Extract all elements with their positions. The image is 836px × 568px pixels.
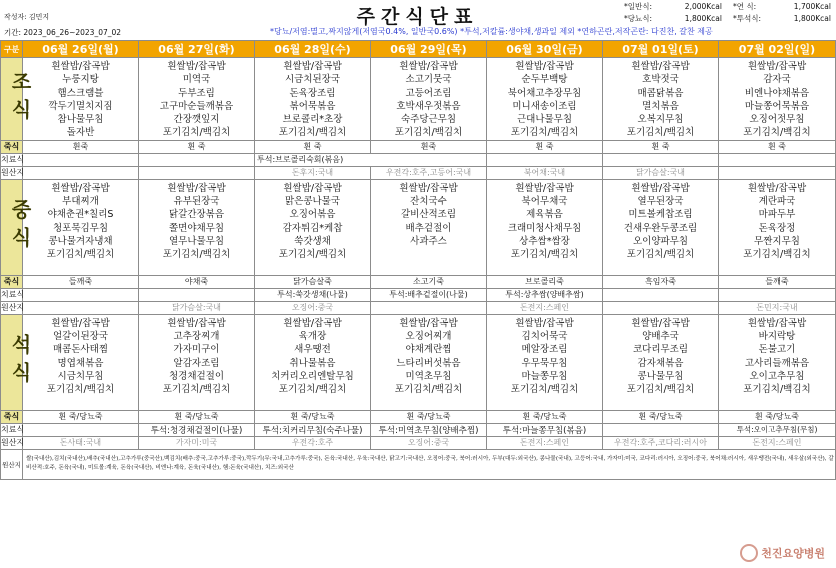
menu-item: 흰쌀밥/잡곡밥 [283,61,342,72]
menu-item: 포기김치/백김치 [510,127,579,139]
day-menu-cell [23,58,139,141]
menu-item: 소고기뭇국 [405,74,452,86]
origin-full-text: 쌀(국내산),김치(국내산),배추(국내산),고추가루(중국산),백김치(배추:중국,고추가루:중국),깍두기(무:국내,고추가루:중국), 돈육:국내산, 우육:국내산, 닭고기:국내산, 오징어:중국, 북어:러시아, 두부(대두:외국산), 콩나물(국내), 고등어:국내, 가자미:미국, 코다리:러시아, 오징어:중국, 북어채:러시아, 새우땡전(국내), 새우살(외국산), 갈비산적:호주, 돈육(국내), 미트볼:계육, 돈육(국내산), 비엔나:계육, 돈육(국내산), 햄:돈육(국내산), 치즈:외국산 [23,449,836,479]
menu-item: 흰쌀밥/잡곡밥 [631,182,690,194]
origin-item: 돈사태:국내 [23,436,139,449]
menu-item: 흰쌀밥/잡곡밥 [747,182,807,194]
chiryo-label: 치료식 [1,290,25,300]
day-header: 06월 29일(목) [371,41,487,58]
menu-item: 포기김치/백김치 [162,384,231,396]
hospital-logo-icon [740,544,758,562]
menu-item: 흰쌀밥/잡곡밥 [631,317,690,329]
juk-item: 야채죽 [139,275,255,288]
origin-item: 우전각:호주,코다리:러시아 [603,436,719,449]
juk-label: 죽식 [1,410,23,423]
origin-label: 원산지 [1,438,25,448]
menu-item: 북어채고추장무침 [507,87,582,99]
menu-item: 오이고추무침 [749,370,805,382]
chiryo-item: 투석:배추겉절이(나물) [371,288,487,301]
menu-item: 돈육장정 [758,222,796,234]
menu-item: 브로콜리*초장 [282,114,343,126]
day-header: 06월 26일(월) [23,41,139,58]
menu-item: 돈불고기 [758,344,796,356]
menu-item: 부대찌개 [62,196,99,208]
day-menu-cell [255,179,371,275]
menu-item: 포기김치/백김치 [394,127,463,139]
menu-item: 제육볶음 [526,209,563,221]
page-title: 주간식단표 [356,6,479,28]
origin-item: 돈전지:스페인 [487,301,603,314]
juk-item: 흰 죽/당뇨죽 [371,410,487,423]
menu-item: 돌자반 [66,127,95,139]
menu-item: 취나물볶음 [289,357,336,369]
breakfast-juk-row [1,140,836,153]
menu-item: 새우땡전 [294,344,331,356]
day-menu-cell [719,179,836,275]
juk-item: 흰죽 [23,140,139,153]
menu-item: 포기김치/백김치 [278,127,347,139]
menu-item: 우무묵무침 [521,357,568,369]
menu-item: 흰쌀밥/잡곡밥 [515,61,574,72]
calorie-value: 1,700Kcal [793,2,831,11]
breakfast-origin-row [1,166,836,179]
menu-item: 청경채겉절이 [168,370,225,382]
origin-item [371,301,487,314]
menu-item: 숙주당근무침 [400,114,457,126]
day-header: 07월 02일(일) [719,41,836,58]
day-header: 07월 01일(토) [603,41,719,58]
juk-item: 흰 죽 [139,140,255,153]
juk-item: 흰 죽/당뇨죽 [487,410,603,423]
dinner-label: 석식 [1,314,23,410]
lunch-label: 중식 [1,179,23,275]
menu-item: 미트볼케찹조림 [628,209,693,221]
menu-item: 흰쌀밥/잡곡밥 [51,61,110,72]
juk-item: 들깨죽 [23,275,139,288]
menu-item: 흰쌀밥/잡곡밥 [515,182,574,194]
juk-item: 흰 죽/당뇨죽 [255,410,371,423]
origin-label: 원산지 [1,168,25,178]
menu-item: 포기김치/백김치 [162,127,231,139]
juk-item: 들깨죽 [719,275,836,288]
juk-label: 죽식 [1,275,23,288]
menu-item: 흰쌀밥/잡곡밥 [399,317,458,329]
chiryo-label: 치료식 [1,425,25,435]
calorie-box-left [624,1,722,24]
menu-item: 무짠지무침 [754,235,800,247]
menu-item: 느타리버섯볶음 [396,357,461,369]
menu-item: 흰쌀밥/잡곡밥 [399,182,458,194]
juk-item: 브로콜리죽 [487,275,603,288]
menu-item: 포기김치/백김치 [510,249,579,261]
menu-item: 참나물무침 [57,114,104,126]
day-menu-cell [23,179,139,275]
menu-item: 흰쌀밥/잡곡밥 [167,61,226,72]
menu-item: 흰쌀밥/잡곡밥 [515,317,574,329]
juk-label: 죽식 [1,140,23,153]
menu-item: 청포묵김무침 [52,222,109,234]
menu-item: 매콤닭볶음 [637,87,684,99]
menu-item: 근대나물무침 [516,114,573,126]
chiryo-item: 투석:오이고추무침(무침) [719,423,836,436]
menu-item: 마늘쫑무침 [521,370,568,382]
day-menu-cell [139,314,255,410]
menu-item: 배추겉절이 [405,222,452,234]
juk-item: 소고기죽 [371,275,487,288]
origin-item: 닭가슴살:국내 [139,301,255,314]
origin-item: 돈전지:스페인 [487,436,603,449]
menu-item: 흰쌀밥/잡곡밥 [167,317,226,329]
juk-item: 흑임자죽 [603,275,719,288]
menu-item: 오복지무침 [637,114,684,126]
dinner-menu-row [1,314,836,410]
origin-item: 가자미:미국 [139,436,255,449]
day-menu-cell [255,314,371,410]
menu-item: 바지락탕 [758,331,796,343]
menu-item: 흰쌀밥/잡곡밥 [167,182,226,194]
menu-item: 포기김치/백김치 [743,384,811,396]
juk-item: 흰 죽/당뇨죽 [603,410,719,423]
juk-item: 닭가슴살죽 [255,275,371,288]
menu-item: 포기김치/백김치 [626,384,695,396]
origin-item: 우전각:호주 [255,436,371,449]
menu-item: 시금치무침 [57,370,104,382]
menu-item: 알감자조림 [173,357,220,369]
menu-item: 누룽지탕 [62,74,99,86]
lunch-chiryo-row [1,288,836,301]
lunch-menu-row [1,179,836,275]
day-menu-cell [255,58,371,141]
menu-item: 포기김치/백김치 [278,249,347,261]
menu-item: 콩나물무침 [637,370,684,382]
menu-item: 깍두기멸치지짐 [48,100,113,112]
calorie-label: *투석식: [733,13,762,23]
breakfast-label: 조식 [1,58,23,141]
menu-item: 고추장찌개 [173,331,220,343]
menu-item: 열무나물무침 [168,235,225,247]
lunch-juk-row [1,275,836,288]
menu-item: 육개장 [298,331,327,343]
origin-label: 원산지 [1,303,25,313]
day-menu-cell [603,58,719,141]
menu-item: 명엽채볶음 [57,357,104,369]
day-menu-cell [487,179,603,275]
origin-item: 돈후지:국내 [255,166,371,179]
chiryo-item: 투석:마늘쫑무침(볶음) [487,423,603,436]
calorie-label: *연 식: [733,2,757,11]
menu-item: 비엔나야채볶음 [744,87,810,99]
menu-item: 계란파국 [758,196,796,208]
menu-item: 흰쌀밥/잡곡밥 [747,317,807,329]
menu-item: 김치어묵국 [521,331,568,343]
menu-item: 상추쌈*쌈장 [519,235,570,247]
juk-item: 흰 죽 [719,140,836,153]
chiryo-item: 투석:브로콜리숙회(볶음) [255,153,487,166]
menu-item: 마늘쫑어묵볶음 [744,100,810,112]
origin-item: 북어채:국내 [487,166,603,179]
menu-item: 고등어조림 [405,87,452,99]
day-menu-cell [139,179,255,275]
menu-item: 흰쌀밥/잡곡밥 [283,317,342,329]
hospital-logo-text: 천진요양병원 [761,547,825,560]
menu-item: 볶어묵볶음 [289,100,336,112]
juk-item: 흰 죽/당뇨죽 [139,410,255,423]
header-row [1,41,836,58]
menu-item: 포기김치/백김치 [743,249,811,261]
calorie-value: 2,000Kcal [684,2,722,11]
menu-item: 치커리오리엔탈무침 [271,370,354,382]
menu-item: 고사리들깨볶음 [744,357,810,369]
menu-item: 열무된장국 [637,196,684,208]
day-menu-cell [371,179,487,275]
menu-item: 포기김치/백김치 [626,127,695,139]
menu-item: 야채계란찜 [405,344,452,356]
period-label: 기간: 2023_06_26~2023_07_02 [4,28,122,37]
menu-item: 오이양파무침 [632,235,689,247]
chiryo-item: 투석:쑥갓생채(나물) [255,288,371,301]
menu-item: 양배추국 [642,331,679,343]
chiryo-item: 투석:치커리무침(숙주나물) [255,423,371,436]
chiryo-item: 투석:상추쌈(양배추쌈) [487,288,603,301]
origin-full-row [1,449,836,479]
breakfast-chiryo-row [1,153,836,166]
menu-item: 흰쌀밥/잡곡밥 [631,61,690,72]
menu-item: 사과주스 [410,235,447,247]
menu-item: 유부된장국 [173,196,220,208]
breakfast-menu-row [1,58,836,141]
calorie-label: *일반식: [624,2,653,11]
menu-item: 흰쌀밥/잡곡밥 [283,182,342,194]
writer-label: 작성자: 김민지 [4,13,50,21]
chiryo-label: 치료식 [1,155,25,165]
menu-item: 쑥갓생채 [294,235,331,247]
chiryo-item: 투석:청경채겉절이(나물) [139,423,255,436]
origin-item: 돈전지:스페인 [719,436,836,449]
origin-item: 오징어:중국 [371,436,487,449]
origin-item: 닭가슴살:국내 [603,166,719,179]
day-menu-cell [719,314,836,410]
menu-item: 가자미구이 [173,344,220,356]
origin-item: 오징어:중국 [255,301,371,314]
menu-table [0,40,836,480]
menu-item: 시금치된장국 [284,74,341,86]
juk-item: 흰 죽 [603,140,719,153]
day-menu-cell [719,58,836,141]
menu-item: 콩나물겨자냉채 [48,235,113,247]
origin-label: 원산지 [1,449,23,479]
menu-item: 햄스크램블 [57,87,104,99]
calorie-value: 1,800Kcal [793,13,831,23]
menu-item: 갈비산적조림 [400,209,457,221]
menu-item: 얼갈이된장국 [52,331,109,343]
menu-item: 멸치볶음 [642,100,679,112]
menu-item: 감자채볶음 [637,357,684,369]
menu-item: 미역국 [182,74,211,86]
origin-item [23,301,139,314]
menu-item: 포기김치/백김치 [162,249,231,261]
calorie-value: 1,800Kcal [684,13,722,23]
menu-item: 오징어찌개 [405,331,452,343]
menu-item: 야채춘권*칠리S [47,209,114,221]
dinner-origin-row [1,436,836,449]
gubun-header: 구분 [1,41,23,58]
menu-item: 매콤돈사태찜 [52,344,109,356]
menu-item: 호박새우젓볶음 [396,100,461,112]
menu-item: 흰쌀밥/잡곡밥 [399,61,458,72]
lunch-origin-row [1,301,836,314]
menu-item: 오징어젓무침 [749,114,805,126]
calorie-label: *당뇨식: [624,13,653,23]
menu-item: 호박젓국 [642,74,679,86]
menu-item: 크래미청사채무침 [507,222,582,234]
chiryo-item: 투석:미역초무침(양배추찜) [371,423,487,436]
menu-item: 감자국 [763,74,791,86]
menu-item: 포기김치/백김치 [626,249,695,261]
menu-item: 오징어볶음 [289,209,336,221]
menu-item: 고구마순들깨볶음 [159,100,234,112]
menu-item: 포기김치/백김치 [510,384,579,396]
menu-item: 포기김치/백김치 [46,384,115,396]
juk-item: 흰 죽/당뇨죽 [23,410,139,423]
day-menu-cell [487,314,603,410]
day-header: 06월 30일(금) [487,41,603,58]
hospital-logo [740,544,825,562]
dinner-juk-row [1,410,836,423]
menu-item: 메알장조림 [521,344,568,356]
day-menu-cell [603,314,719,410]
menu-item: 포기김치/백김치 [278,384,347,396]
menu-item: 마파두부 [758,209,796,221]
origin-item [23,166,139,179]
day-menu-cell [139,58,255,141]
day-header: 06월 27일(화) [139,41,255,58]
juk-item: 흰죽 [371,140,487,153]
diet-notice: *당뇨/저염:멸고,짜지않게(저염국0.4%, 일반국0.6%) *투석,저칼륨:생야채,생과일 제외 *연하곤란,저작곤란: 다진찬, 갈찬 제공 [270,27,713,36]
menu-item: 흰쌀밥/잡곡밥 [51,317,110,329]
day-menu-cell [371,314,487,410]
day-menu-cell [487,58,603,141]
day-menu-cell [603,179,719,275]
menu-item: 미니새송이조림 [512,100,577,112]
menu-item: 간장깻잎지 [173,114,220,126]
juk-item: 흰 죽/당뇨죽 [719,410,836,423]
menu-item: 미역초무침 [405,370,452,382]
juk-item: 흰 죽 [255,140,371,153]
menu-item: 포기김치/백김치 [394,384,463,396]
origin-item [139,166,255,179]
origin-item [603,301,719,314]
menu-item: 두부조림 [178,87,215,99]
menu-item: 북어무채국 [521,196,568,208]
menu-item: 잔치국수 [410,196,447,208]
menu-item: 감자튀김*케찹 [282,222,343,234]
juk-item: 흰 죽 [487,140,603,153]
day-header: 06월 28일(수) [255,41,371,58]
menu-item: 맑은콩나물국 [284,196,341,208]
menu-item: 닭갈간장볶음 [168,209,225,221]
menu-item: 흰쌀밥/잡곡밥 [51,182,110,194]
origin-item [719,166,836,179]
menu-item: 순두부백탕 [521,74,568,86]
origin-item: 돈민지:국내 [719,301,836,314]
menu-item: 쫄면야채무침 [168,222,225,234]
menu-item: 코다리무조림 [632,344,689,356]
menu-item: 돈육장조림 [289,87,336,99]
calorie-box-right [733,1,831,24]
day-menu-cell [23,314,139,410]
menu-item: 건새우완두콩조림 [623,222,698,234]
menu-item: 포기김치/백김치 [46,249,115,261]
day-menu-cell [371,58,487,141]
menu-item: 포기김치/백김치 [743,127,811,139]
origin-item: 우전각:호주,고등어:국내 [371,166,487,179]
menu-item: 흰쌀밥/잡곡밥 [747,61,807,72]
dinner-chiryo-row [1,423,836,436]
